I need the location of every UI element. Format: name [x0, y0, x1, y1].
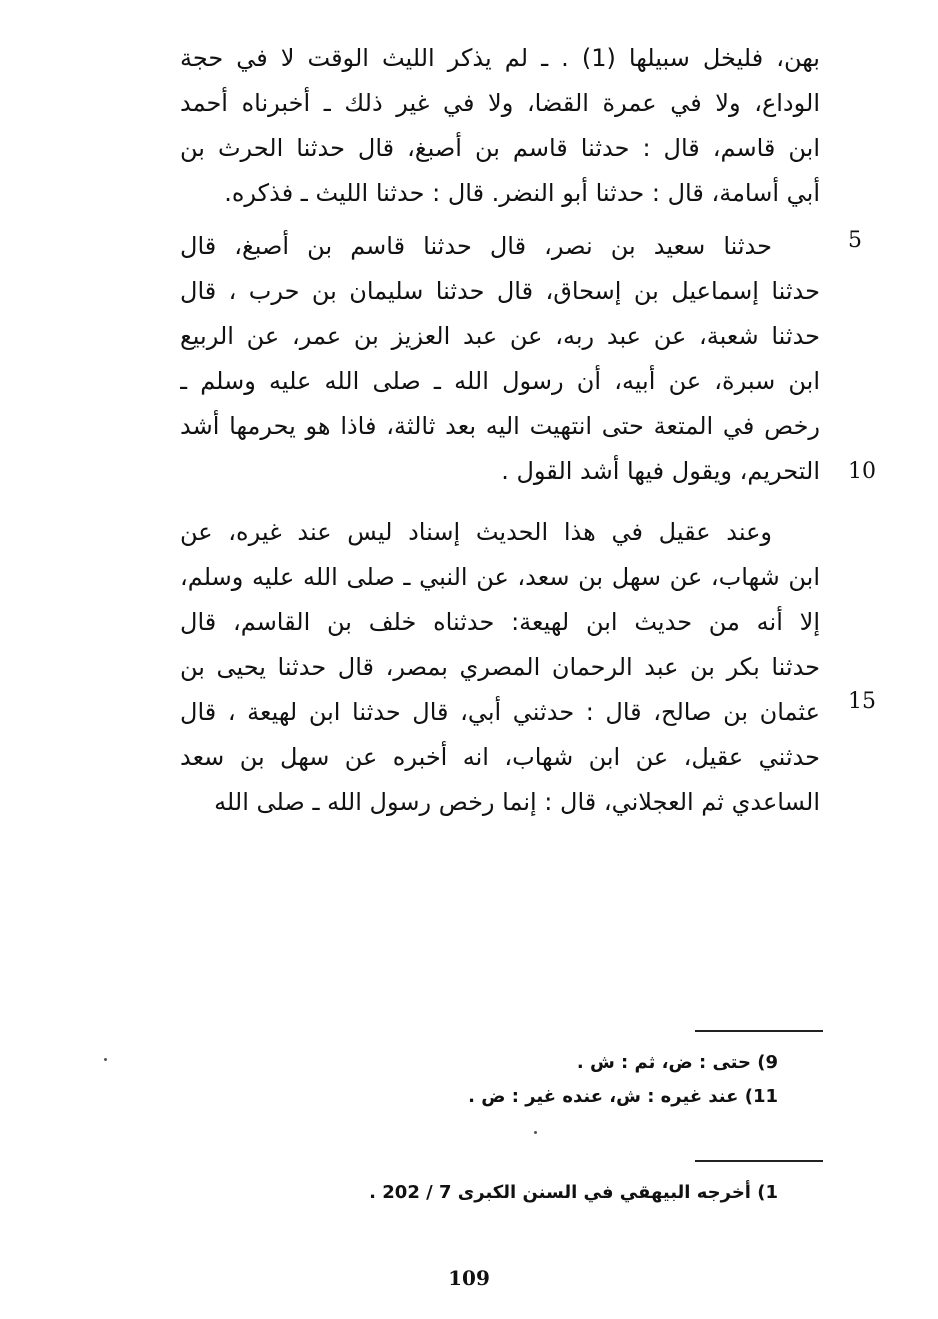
text-line: وعند عقيل في هذا الحديث إسناد ليس عند غيره، عن [180, 518, 772, 546]
scan-speck [104, 1058, 107, 1061]
paragraph-2 [180, 224, 820, 494]
footnote-divider [695, 1160, 823, 1162]
text-line: حدثنا سعيد بن نصر، قال حدثنا قاسم بن أصبغ، قال [180, 232, 772, 260]
variant-note: 9) حتى : ض، ثم : ش . [576, 1052, 778, 1073]
line-number: 10 [848, 459, 876, 484]
line-number: 5 [848, 228, 862, 253]
scan-speck [534, 1131, 537, 1134]
paragraph-1 [180, 36, 820, 216]
text-line: حدثنا إسماعيل بن إسحاق، قال حدثنا سليمان بن حرب ، قال [180, 277, 820, 305]
text-line: الساعدي ثم العجلاني، قال : إنما رخص رسول الله ـ صلى الله [214, 788, 820, 816]
text-line: حدثنا شعبة، عن عبد ربه، عن عبد العزيز بن عمر، عن الربيع [180, 322, 820, 350]
text-line: حدثنا بكر بن عبد الرحمان المصري بمصر، قال حدثنا يحيى بن [180, 653, 820, 681]
text-line: رخص في المتعة حتى انتهيت اليه بعد ثالثة، فاذا هو يحرمها أشد [180, 412, 820, 440]
text-line: حدثني عقيل، عن ابن شهاب، انه أخبره عن سهل بن سعد [180, 743, 820, 771]
text-line: التحريم، ويقول فيها أشد القول . [501, 457, 820, 485]
page-number: 109 [448, 1266, 490, 1290]
text-line: الوداع، ولا في عمرة القضا، ولا في غير ذلك ـ أخبرناه أحمد [180, 89, 820, 117]
text-line: ابن شهاب، عن سهل بن سعد، عن النبي ـ صلى الله عليه وسلم، [180, 563, 820, 591]
text-line: ابن سبرة، عن أبيه، أن رسول الله ـ صلى الله عليه وسلم ـ [180, 367, 820, 395]
text-line: إلا أنه من حديث ابن لهيعة: حدثناه خلف بن القاسم، قال [180, 608, 820, 636]
text-line: بهن، فليخل سبيلها (1) . ـ لم يذكر الليث الوقت لا في حجة [180, 44, 820, 72]
footnote-divider [695, 1030, 823, 1032]
text-line: عثمان بن صالح، قال : حدثني أبي، قال حدثنا ابن لهيعة ، قال [180, 698, 820, 726]
text-line: أبي أسامة، قال : حدثنا أبو النضر. قال : حدثنا الليث ـ فذكره. [224, 179, 820, 207]
text-line: ابن قاسم، قال : حدثنا قاسم بن أصبغ، قال حدثنا الحرث بن [180, 134, 820, 162]
source-footnote: 1) أخرجه البيهقي في السنن الكبرى 7 / 202 . [369, 1182, 778, 1203]
line-number: 15 [848, 689, 876, 714]
variant-note: 11) عند غيره : ش، عنده غير : ض . [468, 1086, 778, 1107]
paragraph-3 [180, 510, 820, 825]
